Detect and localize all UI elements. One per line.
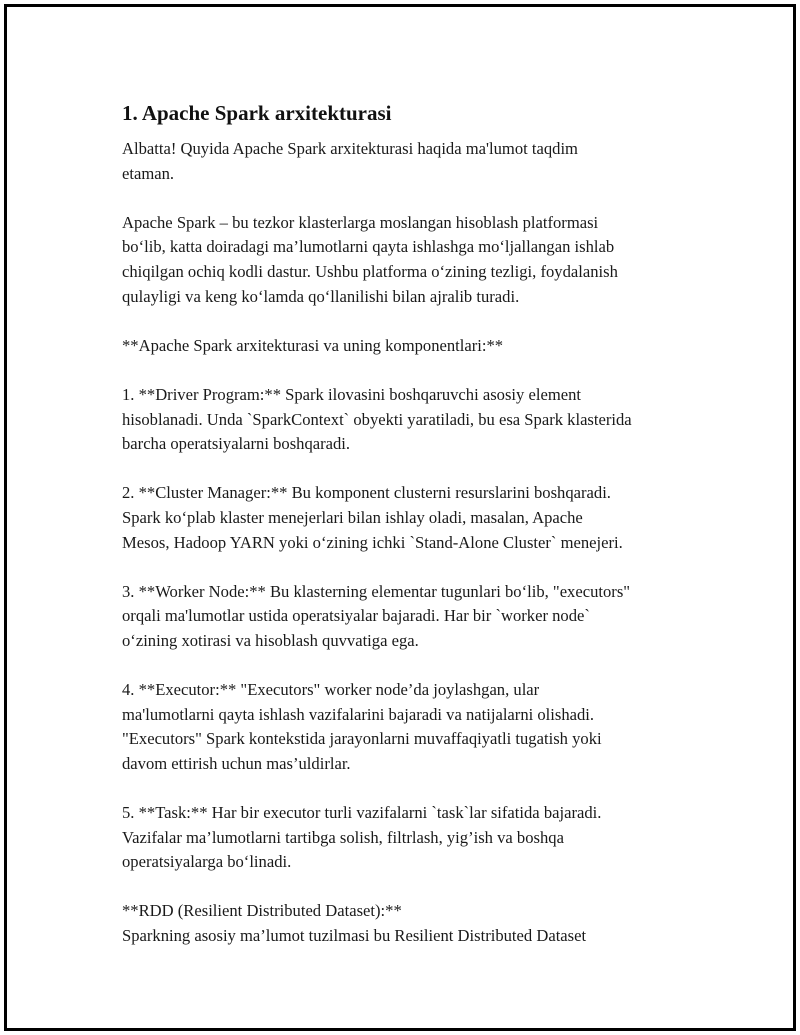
text-line: qulayligi va keng ko‘lamda qo‘llanilishi bilan ajralib turadi. [122,286,520,306]
text-line: Vazifalar ma’lumotlarni tartibga solish, filtrlash, yig’ish va boshqa [122,827,564,847]
text-line: "Executors" Spark kontekstida jarayonlarni muvaffaqiyatli tugatish yoki [122,729,602,749]
text-line: 3. **Worker Node:** Bu klasterning elementar tugunlari bo‘lib, "executors" [122,581,631,601]
text-line: Albatta! Quyida Apache Spark arxitekturasi haqida ma'lumot taqdim [122,139,578,158]
paragraph-executor [122,678,712,776]
text-line: 1. **Driver Program:** Spark ilovasini boshqaruvchi asosiy element [122,384,582,404]
document-content [122,99,712,949]
paragraph-cluster-manager [122,481,712,555]
text-line: operatsiyalarga bo‘linadi. [122,852,292,872]
paragraph-worker-node [122,580,712,654]
text-line: bo‘lib, katta doiradagi ma’lumotlarni qayta ishlashga mo‘ljallangan ishlab [122,237,615,257]
text-line: Spark ko‘plab klaster menejerlari bilan ishlay oladi, masalan, Apache [122,507,583,527]
text-line: chiqilgan ochiq kodli dastur. Ushbu platforma o‘zining tezligi, foydalanish [122,261,618,281]
text-line: **RDD (Resilient Distributed Dataset):** [122,901,402,921]
page-frame [4,4,796,1031]
paragraph-overview [122,211,712,309]
text-line: o‘zining xotirasi va hisoblash quvvatiga ega. [122,630,419,650]
text-line: barcha operatsiyalarni boshqaradi. [122,434,351,454]
text-line: davom ettirish uchun mas’uldirlar. [122,753,351,773]
text-line: 5. **Task:** Har bir executor turli vazifalarni `task`lar sifatida bajaradi. [122,803,602,823]
paragraph-rdd [122,899,712,948]
document-title: 1. Apache Spark arxitekturasi [122,101,392,125]
text-line: orqali ma'lumotlar ustida operatsiyalar bajaradi. Har bir `worker node` [122,606,590,626]
text-line: ma'lumotlarni qayta ishlash vazifalarini bajaradi va natijalarni olishadi. [122,704,595,724]
text-line: 2. **Cluster Manager:** Bu komponent clusterni resurslarini boshqaradi. [122,483,611,503]
paragraph-driver-program [122,383,712,457]
text-line: Apache Spark – bu tezkor klasterlarga moslangan hisoblash platformasi [122,212,599,232]
text-line: Mesos, Hadoop YARN yoki o‘zining ichki `Stand-Alone Cluster` menejeri. [122,532,623,552]
text-line: Sparkning asosiy ma’lumot tuzilmasi bu Resilient Distributed Dataset [122,926,587,945]
text-line: **Apache Spark arxitekturasi va uning komponentlari:** [122,335,504,355]
paragraph-components-heading [122,334,712,359]
paragraph-task [122,801,712,875]
paragraph-intro [122,137,712,186]
text-line: etaman. [122,163,175,183]
text-line: hisoblanadi. Unda `SparkContext` obyekti yaratiladi, bu esa Spark klasterida [122,409,632,429]
text-line: 4. **Executor:** "Executors" worker node’da joylashgan, ular [122,680,540,700]
